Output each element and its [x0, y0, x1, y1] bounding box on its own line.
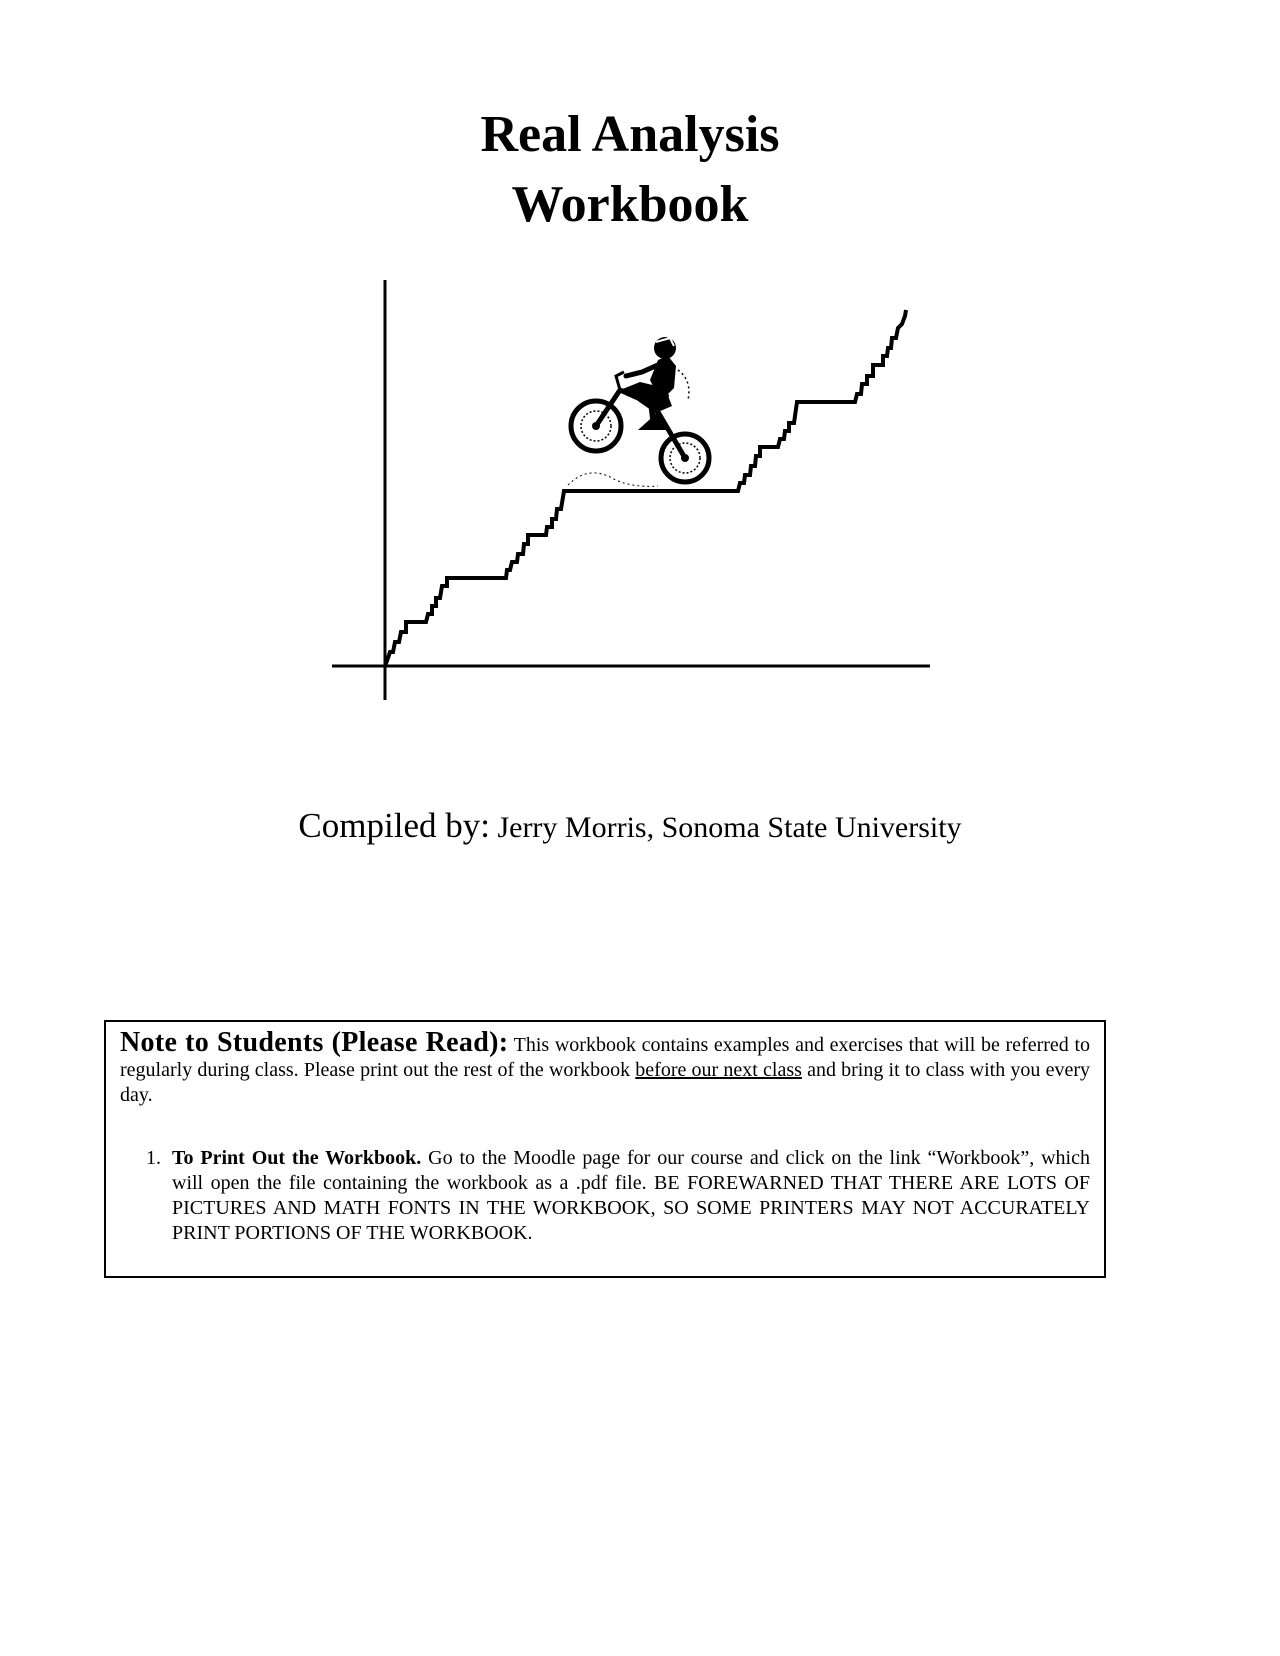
note-heading: Note to Students (Please Read):	[120, 1027, 509, 1058]
title-line-2: Workbook	[511, 176, 749, 233]
compiled-by-line	[0, 806, 1260, 846]
staircase-curve	[385, 310, 906, 666]
list-item-number: 1.	[146, 1147, 161, 1169]
note-intro	[120, 1027, 1091, 1108]
motorcycle-rider-icon	[568, 337, 709, 486]
note-intro-underlined: before our next class	[635, 1059, 802, 1081]
list-item-text: Go to the Moodle page for our course and click on the link “Workbook”, which will open the file containing the workbook as a .pdf file. BE FOREWARNED THAT THERE ARE LOTS OF PICTURES AND MATH FONTS IN THE WORKBOOK, SO SOME PRINTERS MAY NOT ACCURATELY PRINT PORTIONS OF THE WORKBOOK.	[172, 1147, 1090, 1244]
note-intro-text-2: and bring it to class with you every day.	[120, 1059, 1090, 1106]
note-to-students-box	[104, 1020, 1106, 1278]
list-item-lead: To Print Out the Workbook.	[172, 1147, 422, 1169]
page-title	[0, 100, 1260, 240]
note-intro-text-1: This workbook contains examples and exercises that will be referred to regularly during class. Please print out the rest of the workbook	[120, 1034, 1091, 1081]
staircase-graph-illustration	[320, 280, 940, 720]
author-affiliation: Jerry Morris, Sonoma State University	[489, 811, 962, 844]
list-item	[120, 1146, 1090, 1246]
title-line-1: Real Analysis	[480, 106, 780, 163]
compiled-label: Compiled by:	[298, 806, 490, 845]
